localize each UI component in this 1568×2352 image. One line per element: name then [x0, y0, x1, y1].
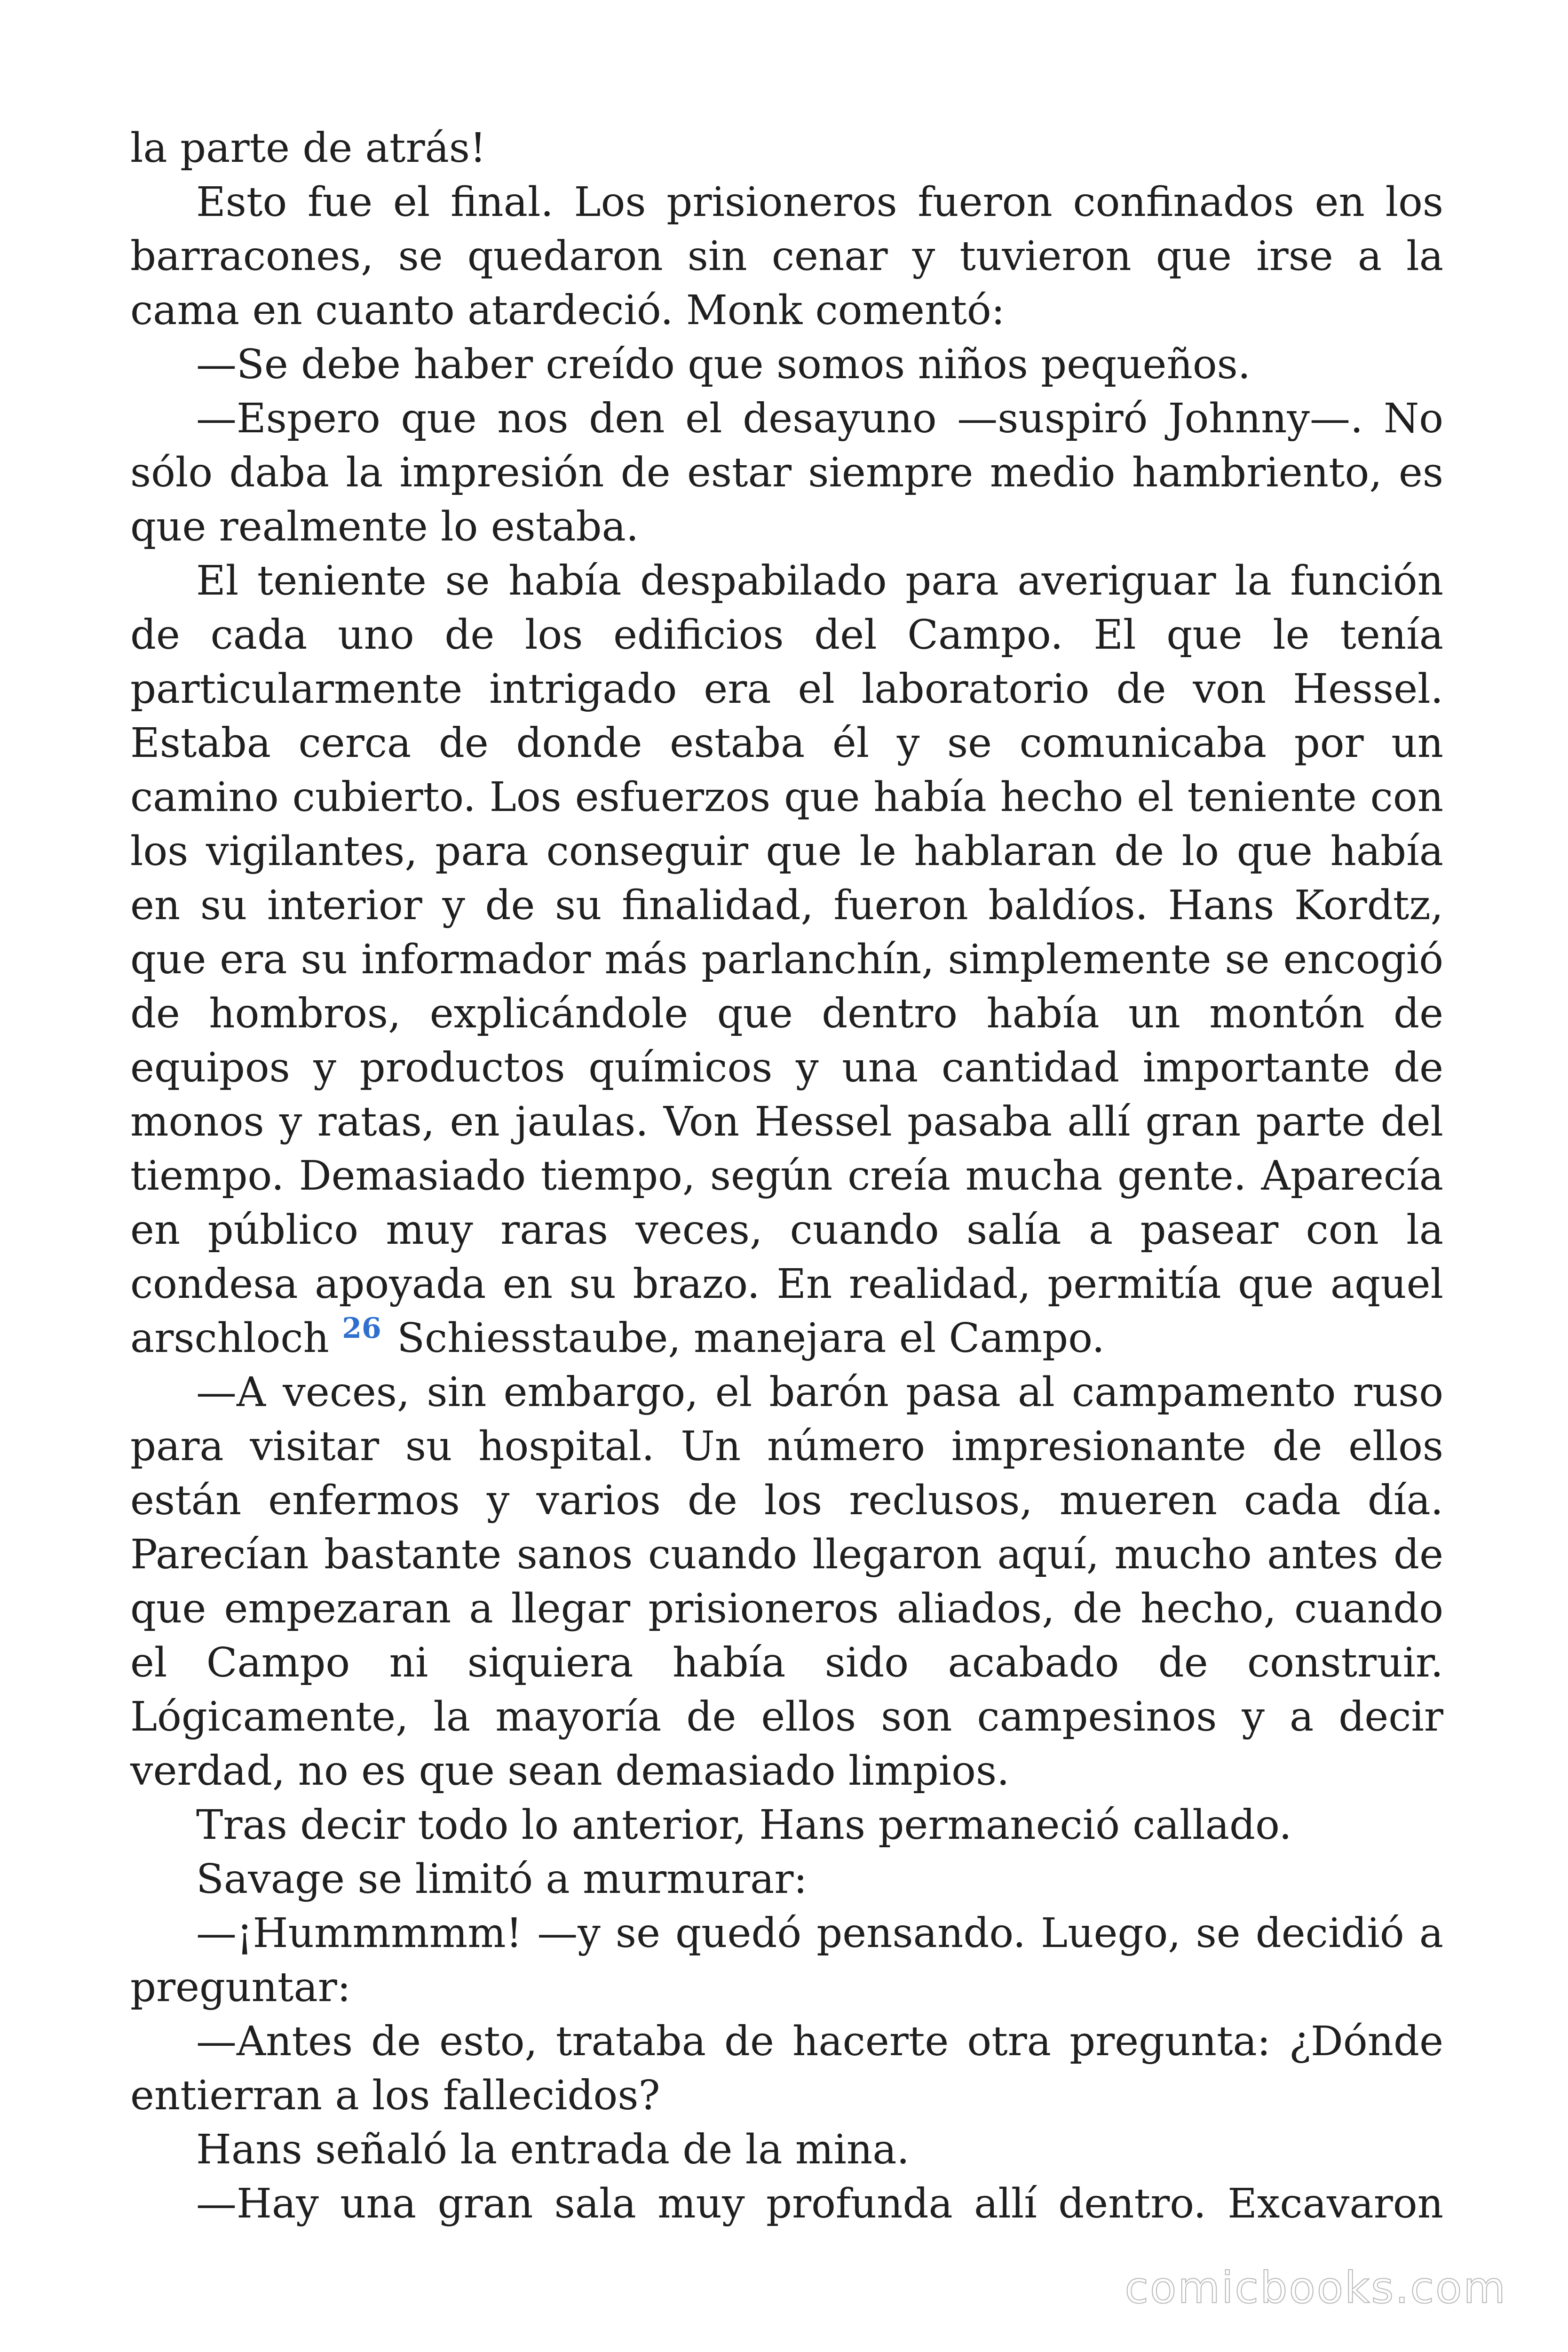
paragraph-10: —Antes de esto, trataba de hacerte otra pregunta: ¿Dónde entierran a los fallecidos?	[130, 2018, 1443, 2119]
paragraph-1: la parte de atrás!	[130, 125, 486, 172]
page-body	[130, 121, 1443, 2231]
paragraph-5	[130, 554, 1443, 1366]
watermark-logo: comicbooks.com	[1125, 2263, 1507, 2313]
paragraph-5-text-after: Schiesstaube, manejara el Campo.	[384, 1315, 1105, 1362]
paragraph-9: —¡Hummmmm! —y se quedó pensando. Luego, se decidió a preguntar:	[130, 1910, 1443, 2011]
paragraph-11: Hans señaló la entrada de la mina.	[196, 2126, 910, 2173]
paragraph-12: —Hay una gran sala muy profunda allí dentro. Excavaron	[196, 2180, 1443, 2227]
paragraph-2: Esto fue el final. Los prisioneros fueron confinados en los barracones, se quedaron sin cenar y tuvieron que irse a la cama en cuanto atardeció. Monk comentó:	[130, 179, 1443, 334]
paragraph-8: Savage se limitó a murmurar:	[196, 1856, 808, 1903]
footnote-link[interactable]: 26	[342, 1312, 381, 1345]
paragraph-5-text-before: El teniente se había despabilado para averiguar la función de cada uno de los edificios del Campo. El que le tenía particularmente intrigado era el laboratorio de von Hessel. Estaba cerca de donde estaba él y se comunicaba por un camino cubierto. Los esfuerzos que había hecho el teniente con los vigilantes, para conseguir que le hablaran de lo que había en su interior y de su finalidad, fueron baldíos. Hans Kordtz, que era su informador más parlanchín, simplemente se encogió de hombros, explicándole que dentro había un montón de equipos y productos químicos y una cantidad importante de monos y ratas, en jaulas. Von Hessel pasaba allí gran parte del tiempo. Demasiado tiempo, según creía mucha gente. Aparecía en público muy raras veces, cuando salía a pasear con la condesa apoyada en su brazo. En realidad, permitía que aquel arschloch	[130, 557, 1443, 1362]
paragraph-4: —Espero que nos den el desayuno —suspiró Johnny—. No sólo daba la impresión de estar siempre medio hambriento, es que realmente lo estaba.	[130, 395, 1443, 550]
paragraph-3: —Se debe haber creído que somos niños pequeños.	[196, 341, 1251, 388]
paragraph-6: —A veces, sin embargo, el barón pasa al campamento ruso para visitar su hospital. Un número impresionante de ellos están enfermos y varios de los reclusos, mueren cada día. Parecían bastante sanos cuando llegaron aquí, mucho antes de que empezaran a llegar prisioneros aliados, de hecho, cuando el Campo ni siquiera había sido acabado de construir. Lógicamente, la mayoría de ellos son campesinos y a decir verdad, no es que sean demasiado limpios.	[130, 1369, 1443, 1795]
paragraph-7: Tras decir todo lo anterior, Hans permaneció callado.	[196, 1802, 1292, 1849]
